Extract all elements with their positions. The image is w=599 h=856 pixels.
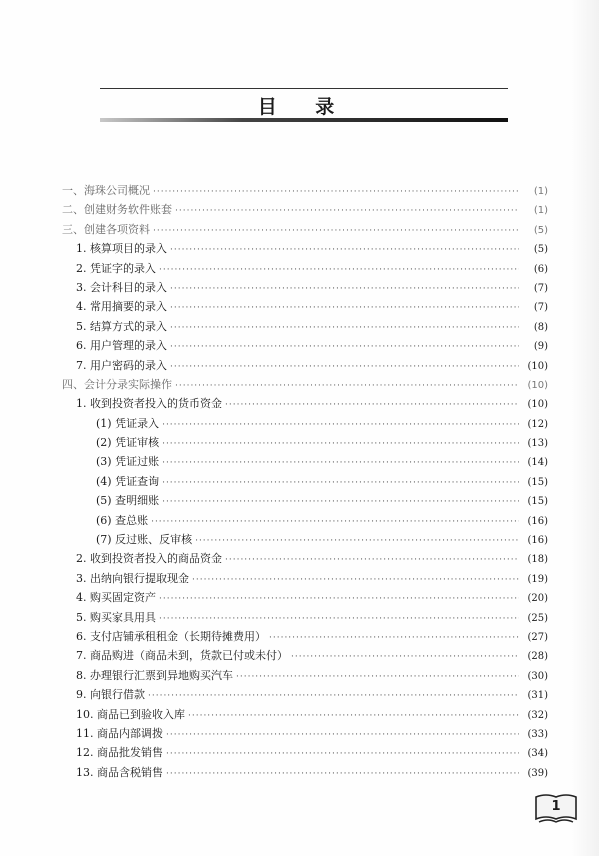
toc-leader-dots [151, 513, 519, 532]
toc-leader-dots [166, 745, 519, 764]
toc-item[interactable] [62, 317, 548, 336]
toc-entry-page: (39) [527, 767, 548, 779]
toc-item[interactable] [62, 259, 548, 278]
toc-leader-dots [225, 551, 519, 570]
toc-item[interactable] [62, 743, 548, 762]
toc-leader-dots [170, 338, 519, 357]
toc-leader-dots [291, 648, 519, 667]
toc-entry-label: 3. 出纳向银行提取现金 [76, 571, 189, 585]
toc-item[interactable] [62, 685, 548, 704]
toc-entry-page: (20) [527, 593, 548, 605]
toc-entry-page: (28) [527, 651, 548, 663]
table-of-contents [62, 181, 548, 782]
toc-subitem[interactable] [62, 472, 548, 491]
toc-entry-page: (25) [527, 612, 548, 624]
toc-entry-label: 12. 商品批发销售 [76, 746, 163, 760]
toc-entry-label: (3) 凭证过账 [96, 455, 160, 469]
toc-entry-page: (7) [533, 302, 548, 314]
toc-leader-dots [166, 765, 519, 784]
toc-entry-page: (10) [527, 399, 548, 411]
toc-leader-dots [170, 358, 519, 377]
toc-subitem[interactable] [62, 530, 548, 549]
toc-entry-page: (8) [533, 321, 548, 333]
toc-leader-dots [162, 474, 519, 493]
toc-entry-page: (13) [527, 438, 548, 450]
toc-subitem[interactable] [62, 433, 548, 452]
toc-entry-page: (16) [527, 535, 548, 547]
page-edge-shadow [571, 0, 599, 856]
toc-entry-label: (2) 凭证审核 [96, 436, 160, 450]
toc-entry-label: 10. 商品已到验收入库 [76, 707, 185, 721]
toc-leader-dots [195, 532, 519, 551]
toc-item[interactable] [62, 278, 548, 297]
toc-entry-label: (1) 凭证录入 [96, 416, 160, 430]
toc-leader-dots [188, 707, 519, 726]
toc-item[interactable] [62, 569, 548, 588]
toc-entry-label: 6. 用户管理的录入 [76, 339, 167, 353]
toc-subitem[interactable] [62, 452, 548, 471]
toc-entry-label: 二、创建财务软件账套 [62, 203, 172, 217]
toc-entry-label: 9. 向银行借款 [76, 688, 145, 702]
toc-entry-label: 8. 办理银行汇票到异地购买汽车 [76, 668, 233, 682]
toc-entry-page: (12) [527, 418, 548, 430]
toc-entry-label: 5. 结算方式的录入 [76, 319, 167, 333]
toc-entry-label: (6) 查总账 [96, 513, 149, 527]
toc-leader-dots [159, 590, 519, 609]
toc-subitem[interactable] [62, 491, 548, 510]
toc-item[interactable] [62, 588, 548, 607]
toc-leader-dots [162, 454, 519, 473]
toc-entry-page: (7) [533, 282, 548, 294]
toc-entry-label: 7. 商品购进（商品未到，货款已付或未付） [76, 649, 288, 663]
toc-entry-page: (1) [533, 186, 548, 197]
toc-entry-page: (10) [527, 360, 548, 372]
title-block [100, 88, 508, 124]
toc-leader-dots [162, 435, 519, 454]
toc-entry-page: (14) [527, 457, 548, 469]
toc-entry-label: 1. 核算项目的录入 [76, 242, 167, 256]
toc-leader-dots [175, 202, 519, 221]
toc-entry-label: 2. 凭证字的录入 [76, 261, 156, 275]
toc-entry-page: (33) [527, 728, 548, 740]
toc-entry-label: 三、创建各项资料 [62, 222, 150, 236]
toc-entry-label: 4. 常用摘要的录入 [76, 300, 167, 314]
toc-item[interactable] [62, 549, 548, 568]
toc-leader-dots [162, 416, 519, 435]
toc-entry-page: (34) [527, 748, 548, 760]
toc-section[interactable] [62, 181, 548, 200]
toc-item[interactable] [62, 646, 548, 665]
toc-leader-dots [166, 726, 519, 745]
toc-entry-label: 5. 购买家具用具 [76, 610, 156, 624]
toc-leader-dots [175, 377, 519, 396]
toc-leader-dots [170, 299, 519, 318]
toc-entry-page: (30) [527, 670, 548, 682]
toc-entry-label: 4. 购买固定资产 [76, 591, 156, 605]
toc-section[interactable] [62, 220, 548, 239]
toc-entry-label: (5) 查明细账 [96, 494, 160, 508]
toc-entry-page: (32) [527, 709, 548, 721]
toc-entry-page: (5) [533, 224, 548, 236]
page-title: 目 录 [257, 96, 351, 118]
toc-section[interactable] [62, 375, 548, 394]
toc-entry-label: (4) 凭证查询 [96, 474, 160, 488]
toc-entry-page: (9) [533, 341, 548, 353]
toc-entry-page: (10) [527, 379, 548, 391]
title-top-rule [100, 88, 508, 89]
toc-entry-page: (6) [533, 263, 548, 275]
title-bottom-rule [100, 118, 508, 122]
toc-leader-dots [153, 222, 519, 241]
toc-leader-dots [236, 668, 519, 687]
toc-entry-page: (15) [527, 476, 548, 488]
toc-leader-dots [153, 183, 519, 202]
toc-entry-label: 11. 商品内部调拨 [76, 726, 163, 740]
toc-entry-page: (16) [527, 515, 548, 527]
toc-entry-label: 2. 收到投资者投入的商品资金 [76, 552, 222, 566]
toc-entry-label: 13. 商品含税销售 [76, 765, 163, 779]
toc-item[interactable] [62, 356, 548, 375]
toc-item[interactable] [62, 724, 548, 743]
toc-item[interactable] [62, 608, 548, 627]
toc-entry-page: (19) [527, 573, 548, 585]
toc-leader-dots [192, 571, 519, 590]
toc-entry-label: 3. 会计科目的录入 [76, 280, 167, 294]
toc-item[interactable] [62, 239, 548, 258]
toc-leader-dots [269, 629, 519, 648]
toc-item[interactable] [62, 705, 548, 724]
toc-section[interactable] [62, 200, 548, 219]
toc-subitem[interactable] [62, 414, 548, 433]
toc-entry-page: (27) [527, 631, 548, 643]
toc-entry-label: (7) 反过账、反审核 [96, 533, 193, 547]
toc-item[interactable] [62, 763, 548, 782]
toc-entry-page: (1) [533, 205, 548, 217]
toc-leader-dots [170, 319, 519, 338]
toc-subitem[interactable] [62, 511, 548, 530]
toc-entry-page: (5) [533, 244, 548, 256]
toc-entry-label: 1. 收到投资者投入的货币资金 [76, 397, 222, 411]
toc-item[interactable] [62, 336, 548, 355]
toc-entry-page: (15) [527, 496, 548, 508]
toc-leader-dots [170, 280, 519, 299]
toc-leader-dots [159, 261, 519, 280]
toc-entry-label: 6. 支付店铺承租租金（长期待摊费用） [76, 629, 266, 643]
toc-entry-label: 一、海珠公司概况 [62, 184, 150, 197]
toc-leader-dots [162, 493, 519, 512]
toc-entry-label: 7. 用户密码的录入 [76, 358, 167, 372]
toc-item[interactable] [62, 394, 548, 413]
toc-leader-dots [225, 396, 519, 415]
toc-item[interactable] [62, 666, 548, 685]
toc-leader-dots [148, 687, 519, 706]
toc-entry-page: (31) [527, 690, 548, 702]
page-number-badge [534, 792, 578, 824]
toc-entry-page: (18) [527, 554, 548, 566]
toc-item[interactable] [62, 627, 548, 646]
toc-item[interactable] [62, 297, 548, 316]
toc-leader-dots [170, 241, 519, 260]
page-number: 1 [551, 799, 561, 814]
toc-entry-label: 四、会计分录实际操作 [62, 377, 172, 391]
